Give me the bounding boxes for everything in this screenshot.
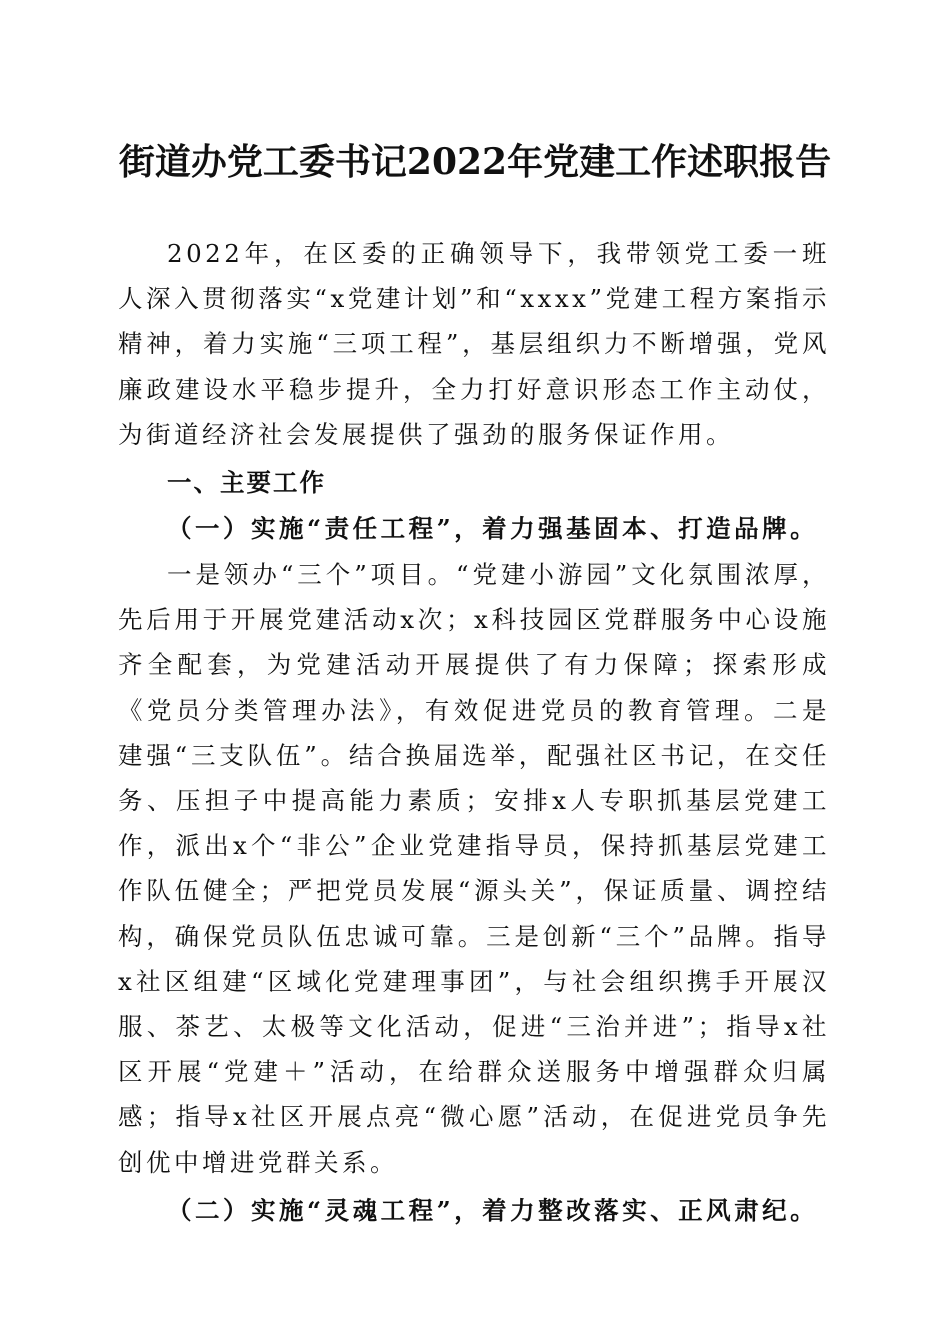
document-body: [118, 231, 830, 1234]
subsection-heading-soul: （二）实施“灵魂工程”，着力整改落实、正风肃纪。: [167, 1195, 819, 1225]
document-title: 街道办党工委书记2022年党建工作述职报告: [118, 141, 832, 183]
responsibility-paragraph: 一是领办“三个”项目。“党建小游园”文化氛围浓厚，先后用于开展党建活动x次；x科技园区党群服务中心设施齐全配套，为党建活动开展提供了有力保障；探索形成《党员分类管理办法》，有效促进党员的教育管理。二是建强“三支队伍”。结合换届选举，配强社区书记，在交任务、压担子中提高能力素质；安排x人专职抓基层党建工作，派出x个“非公”企业党建指导员，保持抓基层党建工作队伍健全；严把党员发展“源头关”，保证质量、调控结构，确保党员队伍忠诚可靠。三是创新“三个”品牌。指导x社区组建“区域化党建理事团”，与社会组织携手开展汉服、茶艺、太极等文化活动，促进“三治并进”；指导x社区开展“党建＋”活动，在给群众送服务中增强群众归属感；指导x社区开展点亮“微心愿”活动，在促进党员争先创优中增进党群关系。: [118, 560, 830, 1177]
subsection-heading-responsibility: （一）实施“责任工程”，着力强基固本、打造品牌。: [167, 514, 819, 544]
intro-paragraph: 2022年，在区委的正确领导下，我带领党工委一班人深入贯彻落实“x党建计划”和“xxxx”党建工程方案指示精神，着力实施“三项工程”，基层组织力不断增强，党风廉政建设水平稳步提升，全力打好意识形态工作主动仗，为街道经济社会发展提供了强劲的服务保证作用。: [118, 239, 830, 449]
section-heading-main-work: 一、主要工作: [167, 468, 326, 498]
